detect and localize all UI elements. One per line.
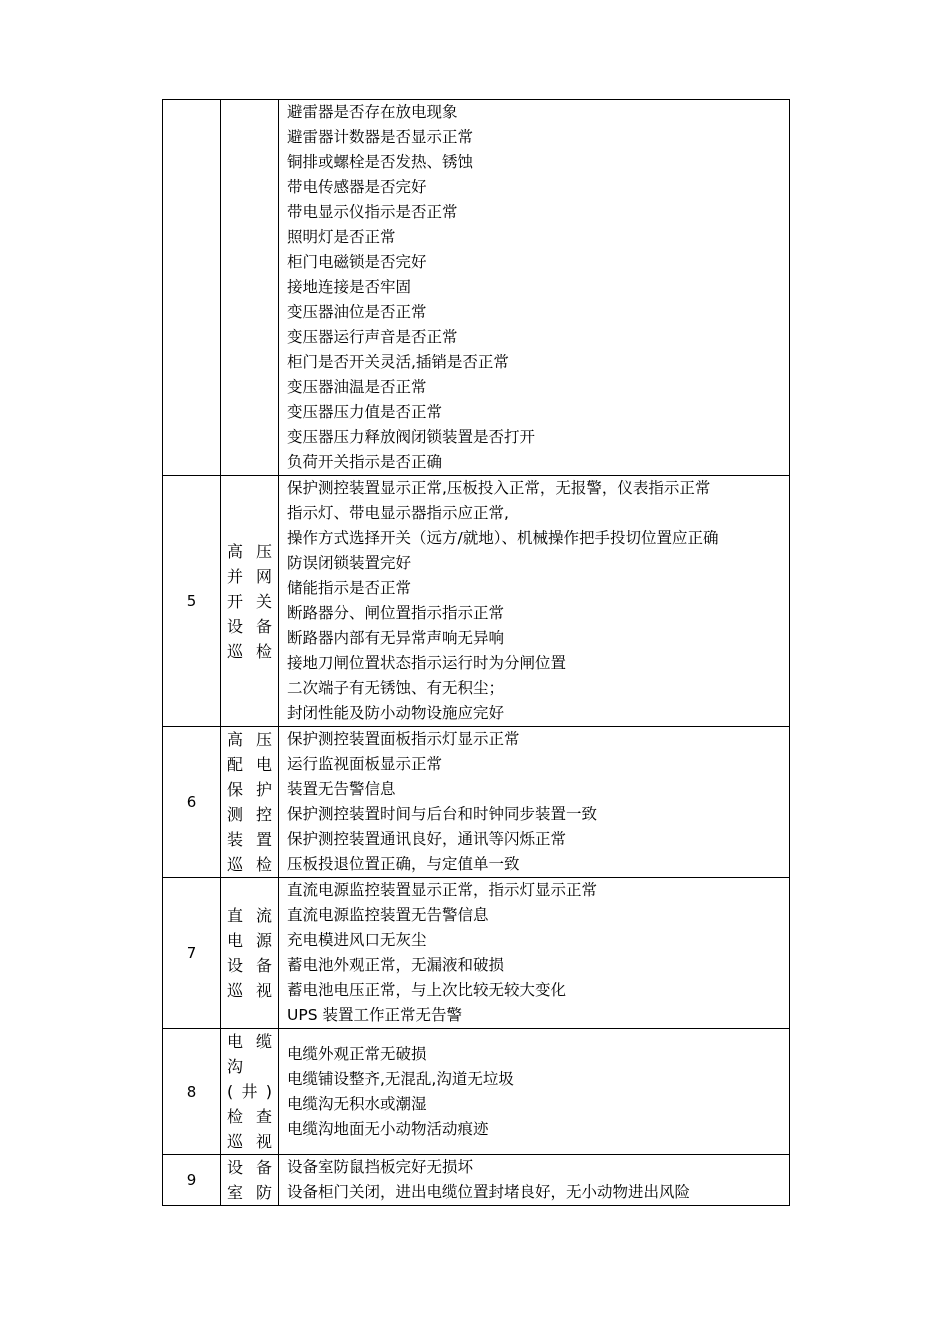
items-cell: [279, 476, 790, 727]
check-item: 充电模进风口无灰尘: [287, 931, 427, 949]
category-label: 高压 配电 保护 测控 装置 巡检: [227, 730, 272, 874]
check-item: 运行监视面板显示正常: [287, 755, 443, 773]
check-item: 断路器内部有无异常声响无异响: [287, 629, 505, 647]
check-item: 断路器分、闸位置指示指示正常: [287, 604, 505, 622]
check-item: 直流电源监控装置显示正常，指示灯显示正常: [287, 881, 598, 899]
table-row: [163, 727, 790, 878]
table-row: [163, 1155, 790, 1206]
category-label: 高压 并网 开关 设备 巡检: [227, 541, 272, 661]
check-item: 蓄电池电压正常，与上次比较无较大变化: [287, 981, 567, 999]
category-label: 电缆 沟 (井) 检查 巡视: [227, 1032, 272, 1151]
items-cell: [279, 100, 790, 476]
check-item: 装置无告警信息: [287, 780, 396, 798]
check-item: 变压器压力释放阀闭锁装置是否打开: [287, 428, 536, 446]
check-item: 保护测控装置时间与后台和时钟同步装置一致: [287, 805, 598, 823]
row-number: 6: [163, 727, 221, 878]
items-cell: [279, 1155, 790, 1206]
items-cell: [279, 878, 790, 1029]
check-item: 设备室防鼠挡板完好无损坏: [287, 1158, 474, 1176]
row-number: 7: [163, 878, 221, 1029]
check-item: 变压器油温是否正常: [287, 378, 427, 396]
check-item: 设备柜门关闭，进出电缆位置封堵良好，无小动物进出风险: [287, 1183, 691, 1201]
check-item: 指示灯、带电显示器指示应正常,: [287, 504, 509, 522]
category-cell: [221, 1155, 279, 1206]
check-item: 避雷器计数器是否显示正常: [287, 128, 474, 146]
check-item: 储能指示是否正常: [287, 579, 412, 597]
check-item: 带电传感器是否完好: [287, 178, 427, 196]
check-item: 照明灯是否正常: [287, 228, 396, 246]
category-cell: [221, 878, 279, 1029]
check-item: 变压器压力值是否正常: [287, 403, 443, 421]
check-item: 避雷器是否存在放电现象: [287, 103, 458, 121]
check-item: 保护测控装置通讯良好，通讯等闪烁正常: [287, 830, 567, 848]
check-item: UPS 装置工作正常无告警: [287, 1006, 462, 1024]
check-item: 电缆外观正常无破损: [287, 1044, 427, 1063]
check-item: 压板投退位置正确，与定值单一致: [287, 855, 520, 873]
category-cell: [221, 100, 279, 476]
category-label: 直流 电源 设备 巡视: [227, 906, 272, 1000]
items-cell: [279, 1029, 790, 1155]
row-number: 9: [163, 1155, 221, 1206]
check-item: 二次端子有无锈蚀、有无积尘；: [287, 679, 505, 697]
check-item: 蓄电池外观正常，无漏液和破损: [287, 956, 505, 974]
check-item: 直流电源监控装置无告警信息: [287, 906, 489, 924]
check-item: 保护测控装置面板指示灯显示正常: [287, 730, 520, 748]
check-item: 柜门电磁锁是否完好: [287, 253, 427, 271]
check-item: 操作方式选择开关（远方/就地）、机械操作把手投切位置应正确: [287, 529, 719, 547]
check-item: 负荷开关指示是否正确: [287, 453, 443, 471]
check-item: 防误闭锁装置完好: [287, 554, 412, 572]
table-row: [163, 476, 790, 727]
table-row: [163, 878, 790, 1029]
inspection-table: [162, 99, 790, 1206]
table-row: [163, 100, 790, 476]
category-cell: [221, 1029, 279, 1155]
check-item: 封闭性能及防小动物设施应完好: [287, 704, 505, 722]
check-item: 变压器油位是否正常: [287, 303, 427, 321]
check-item: 带电显示仪指示是否正常: [287, 203, 458, 221]
check-item: 电缆沟地面无小动物活动痕迹: [287, 1119, 489, 1138]
check-item: 电缆铺设整齐,无混乱,沟道无垃圾: [287, 1069, 514, 1088]
table-row: [163, 1029, 790, 1155]
check-item: 变压器运行声音是否正常: [287, 328, 458, 346]
row-number: 8: [163, 1029, 221, 1155]
check-item: 保护测控装置显示正常,压板投入正常，无报警，仪表指示正常: [287, 479, 711, 497]
category-cell: [221, 727, 279, 878]
row-number: 5: [163, 476, 221, 727]
row-number: [163, 100, 221, 476]
items-cell: [279, 727, 790, 878]
check-item: 铜排或螺栓是否发热、锈蚀: [287, 153, 474, 171]
check-item: 柜门是否开关灵活,插销是否正常: [287, 353, 509, 371]
check-item: 电缆沟无积水或潮湿: [287, 1094, 427, 1113]
category-cell: [221, 476, 279, 727]
category-label: 设备 室防: [227, 1158, 272, 1202]
check-item: 接地连接是否牢固: [287, 278, 412, 296]
check-item: 接地刀闸位置状态指示运行时为分闸位置: [287, 654, 567, 672]
